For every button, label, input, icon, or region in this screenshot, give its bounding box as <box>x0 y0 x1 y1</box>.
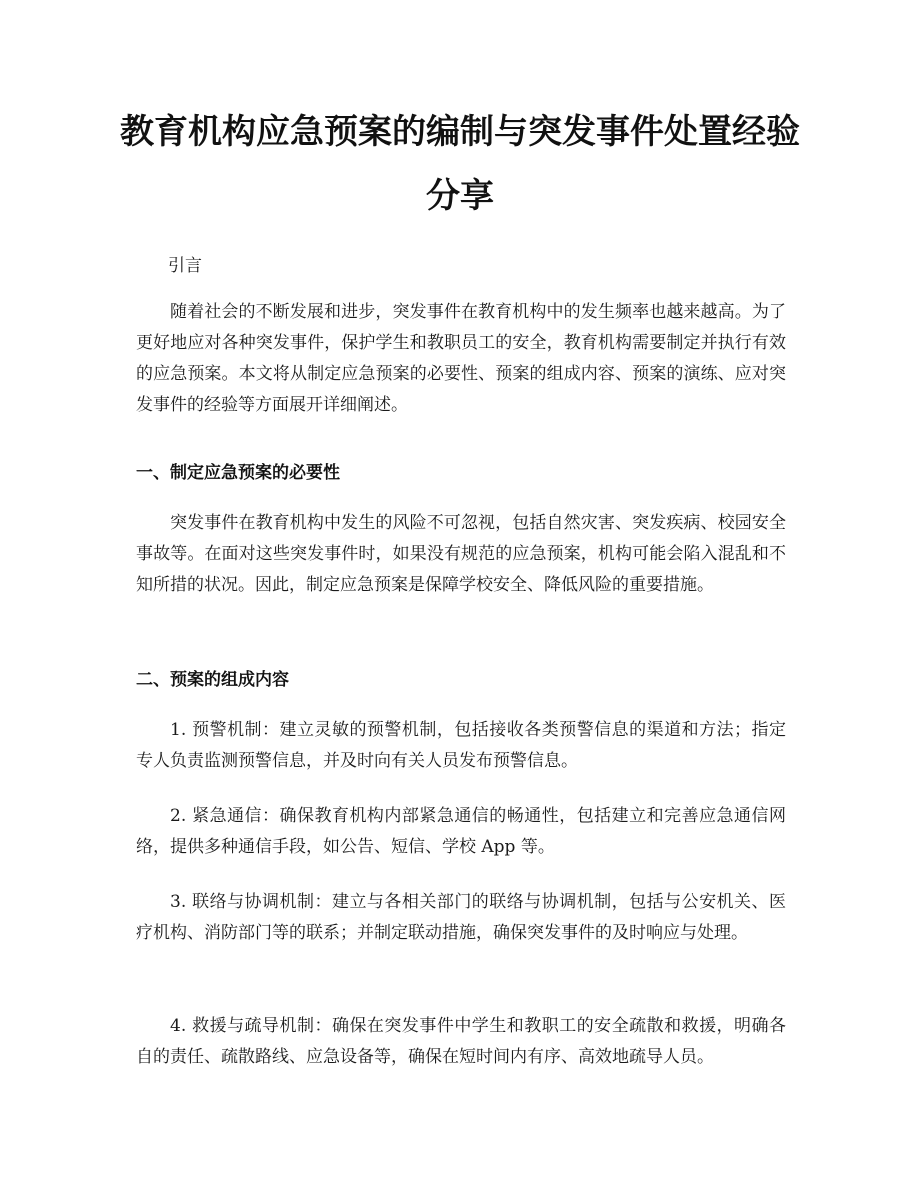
section1-paragraph: 突发事件在教育机构中发生的风险不可忽视，包括自然灾害、突发疾病、校园安全事故等。在面对这些突发事件时，如果没有规范的应急预案，机构可能会陷入混乱和不知所措的状况。因此，制定应急预案是保障学校安全、降低风险的重要措施。 <box>136 513 786 595</box>
section2-item-1: 1. 预警机制：建立灵敏的预警机制，包括接收各类预警信息的渠道和方法；指定专人负责监测预警信息，并及时向有关人员发布预警信息。 <box>136 720 786 771</box>
section2-item-2: 2. 紧急通信：确保教育机构内部紧急通信的畅通性，包括建立和完善应急通信网络，提供多种通信手段，如公告、短信、学校 App 等。 <box>136 806 786 857</box>
section2-item-3: 3. 联络与协调机制：建立与各相关部门的联络与协调机制，包括与公安机关、医疗机构、消防部门等的联系；并制定联动措施，确保突发事件的及时响应与处理。 <box>136 892 786 943</box>
section1-heading: 一、制定应急预案的必要性 <box>136 463 340 483</box>
intro-label: 引言 <box>168 256 202 276</box>
intro-paragraph: 随着社会的不断发展和进步，突发事件在教育机构中的发生频率也越来越高。为了更好地应对各种突发事件，保护学生和教职员工的安全，教育机构需要制定并执行有效的应急预案。本文将从制定应急预案的必要性、预案的组成内容、预案的演练、应对突发事件的经验等方面展开详细阐述。 <box>136 302 786 415</box>
section2-item-4: 4. 救援与疏导机制：确保在突发事件中学生和教职工的安全疏散和救援，明确各自的责任、疏散路线、应急设备等，确保在短时间内有序、高效地疏导人员。 <box>136 1016 786 1067</box>
section2-heading: 二、预案的组成内容 <box>136 670 289 690</box>
document-title: 教育机构应急预案的编制与突发事件处置经验分享 <box>120 112 800 216</box>
